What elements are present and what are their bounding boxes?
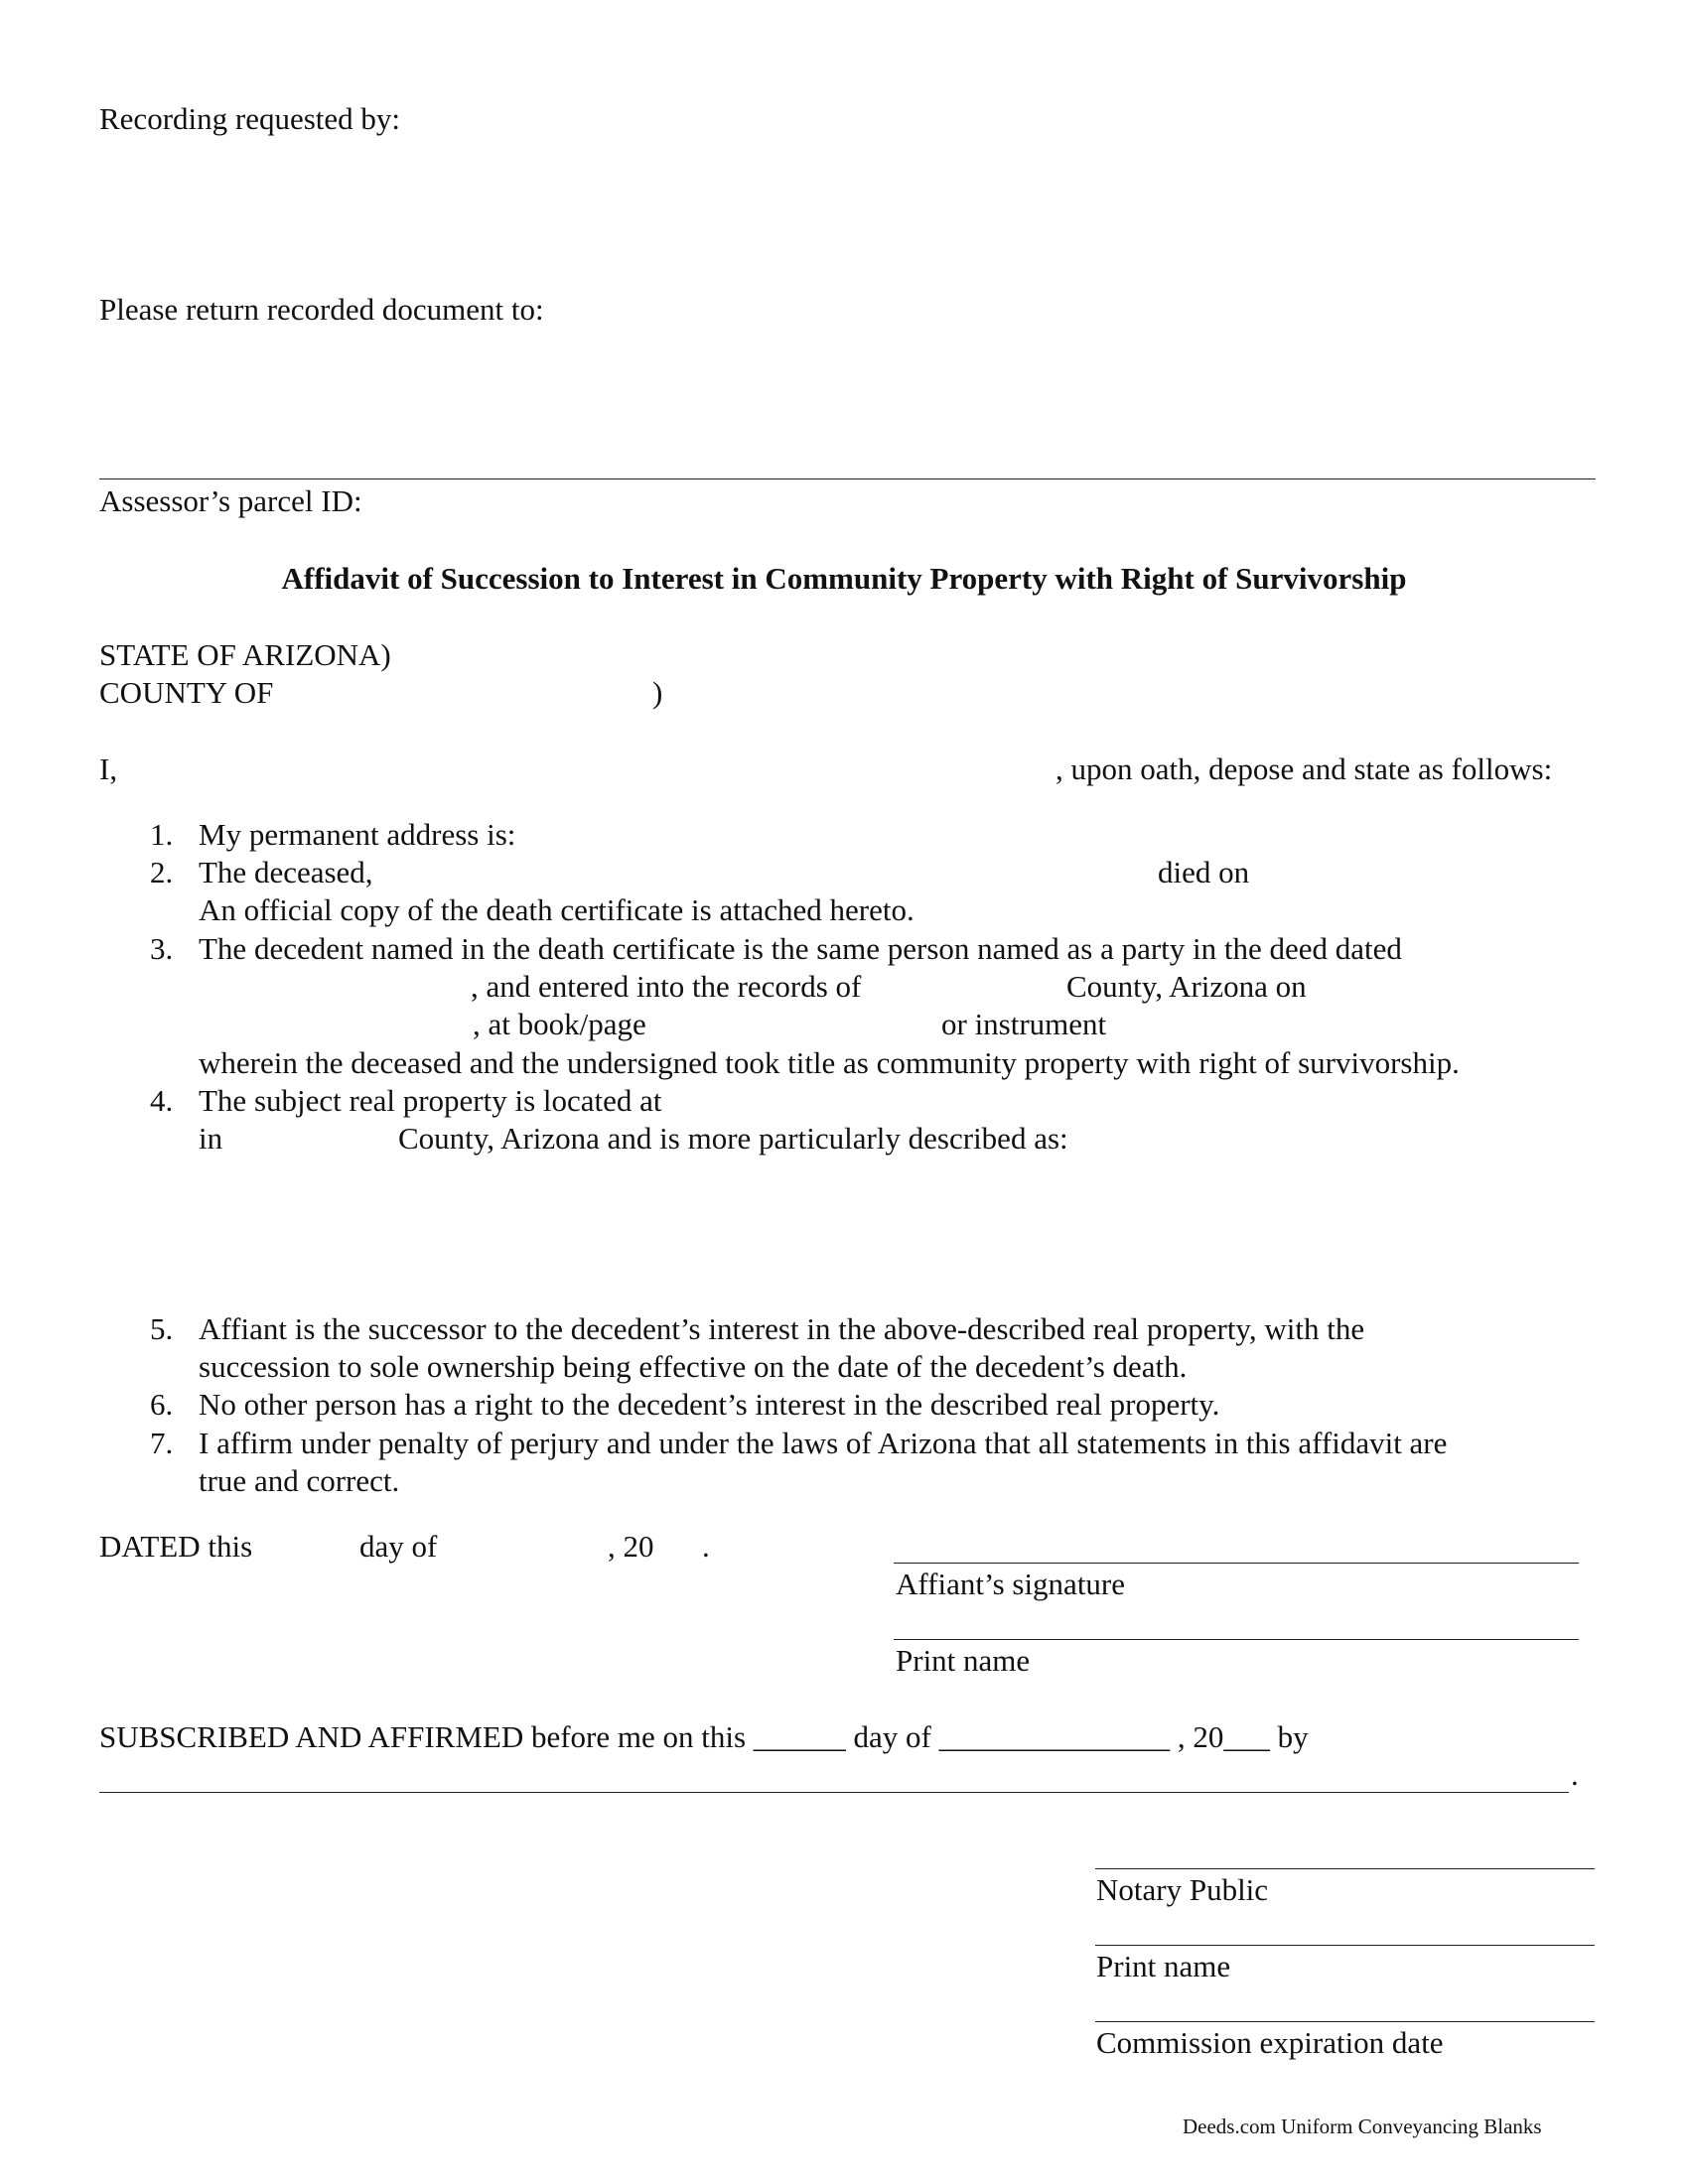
item-2-text: The deceased,	[199, 855, 373, 889]
dated-period: .	[702, 1529, 710, 1564]
recording-requested-label: Recording requested by:	[99, 101, 401, 136]
item-number: 5.	[150, 1311, 174, 1346]
notary-print-name-label: Print name	[1096, 1949, 1231, 1983]
item-number: 2.	[150, 855, 174, 889]
oath-statement: , upon oath, depose and state as follows:	[1055, 751, 1553, 786]
item-5-text-cont: succession to sole ownership being effective on the date of the decedent’s death.	[199, 1349, 1188, 1384]
notary-signature-line	[1095, 1868, 1595, 1869]
item-1-text: My permanent address is:	[199, 817, 516, 852]
header-divider	[99, 478, 1596, 479]
return-to-label: Please return recorded document to:	[99, 292, 544, 327]
item-7-text: I affirm under penalty of perjury and under the laws of Arizona that all statements in this affidavit are	[199, 1426, 1448, 1460]
item-number: 1.	[150, 817, 174, 852]
venue-county-paren: )	[652, 675, 663, 710]
venue-county-label: COUNTY OF	[99, 675, 274, 710]
subscribed-name-line	[99, 1792, 1569, 1793]
item-number: 7.	[150, 1426, 174, 1460]
item-number: 4.	[150, 1083, 174, 1118]
item-2-died-on: died on	[1158, 855, 1250, 889]
venue-state: STATE OF ARIZONA)	[99, 637, 391, 672]
item-7-text-cont: true and correct.	[199, 1463, 400, 1498]
notary-print-name-line	[1095, 1945, 1595, 1946]
item-6-text: No other person has a right to the decedent’s interest in the described real property.	[199, 1387, 1220, 1422]
item-3-title: wherein the deceased and the undersigned took title as community property with right of survivorship.	[199, 1045, 1460, 1080]
subscribed-affirmed: SUBSCRIBED AND AFFIRMED before me on this ______ day of _______________ , 20___ by	[99, 1719, 1309, 1754]
year-label: , 20	[608, 1529, 654, 1564]
footer-credit: Deeds.com Uniform Conveyancing Blanks	[1183, 2115, 1542, 2138]
parcel-id-label: Assessor’s parcel ID:	[99, 483, 362, 518]
item-3-instrument: or instrument	[941, 1007, 1107, 1041]
item-3-book-page: , at book/page	[473, 1007, 646, 1041]
subscribed-period: .	[1571, 1757, 1579, 1792]
item-number: 3.	[150, 931, 174, 966]
item-4-text: The subject real property is located at	[199, 1083, 662, 1118]
item-2-certificate: An official copy of the death certificate is attached hereto.	[199, 892, 914, 927]
commission-line	[1095, 2021, 1595, 2022]
item-5-text: Affiant is the successor to the decedent’s interest in the above-described real property, with the	[199, 1311, 1365, 1346]
commission-expiration-label: Commission expiration date	[1096, 2025, 1444, 2060]
item-4-in: in	[199, 1121, 223, 1156]
document-title: Affidavit of Succession to Interest in Community Property with Right of Survivorship	[281, 561, 1407, 596]
affiant-signature-line	[894, 1563, 1579, 1564]
affiant-print-name-label: Print name	[896, 1643, 1031, 1678]
item-3-text: The decedent named in the death certificate is the same person named as a party in the deed dated	[199, 931, 1402, 966]
item-3-records: , and entered into the records of	[471, 969, 862, 1004]
affiant-intro: I,	[99, 751, 118, 786]
day-of-label: day of	[359, 1529, 438, 1564]
item-4-county: County, Arizona and is more particularly described as:	[398, 1121, 1068, 1156]
affiant-print-name-line	[894, 1639, 1579, 1640]
dated-this-label: DATED this	[99, 1529, 253, 1564]
notary-public-label: Notary Public	[1096, 1872, 1269, 1907]
item-3-county: County, Arizona on	[1066, 969, 1307, 1004]
item-number: 6.	[150, 1387, 174, 1422]
affiant-signature-label: Affiant’s signature	[896, 1567, 1126, 1601]
